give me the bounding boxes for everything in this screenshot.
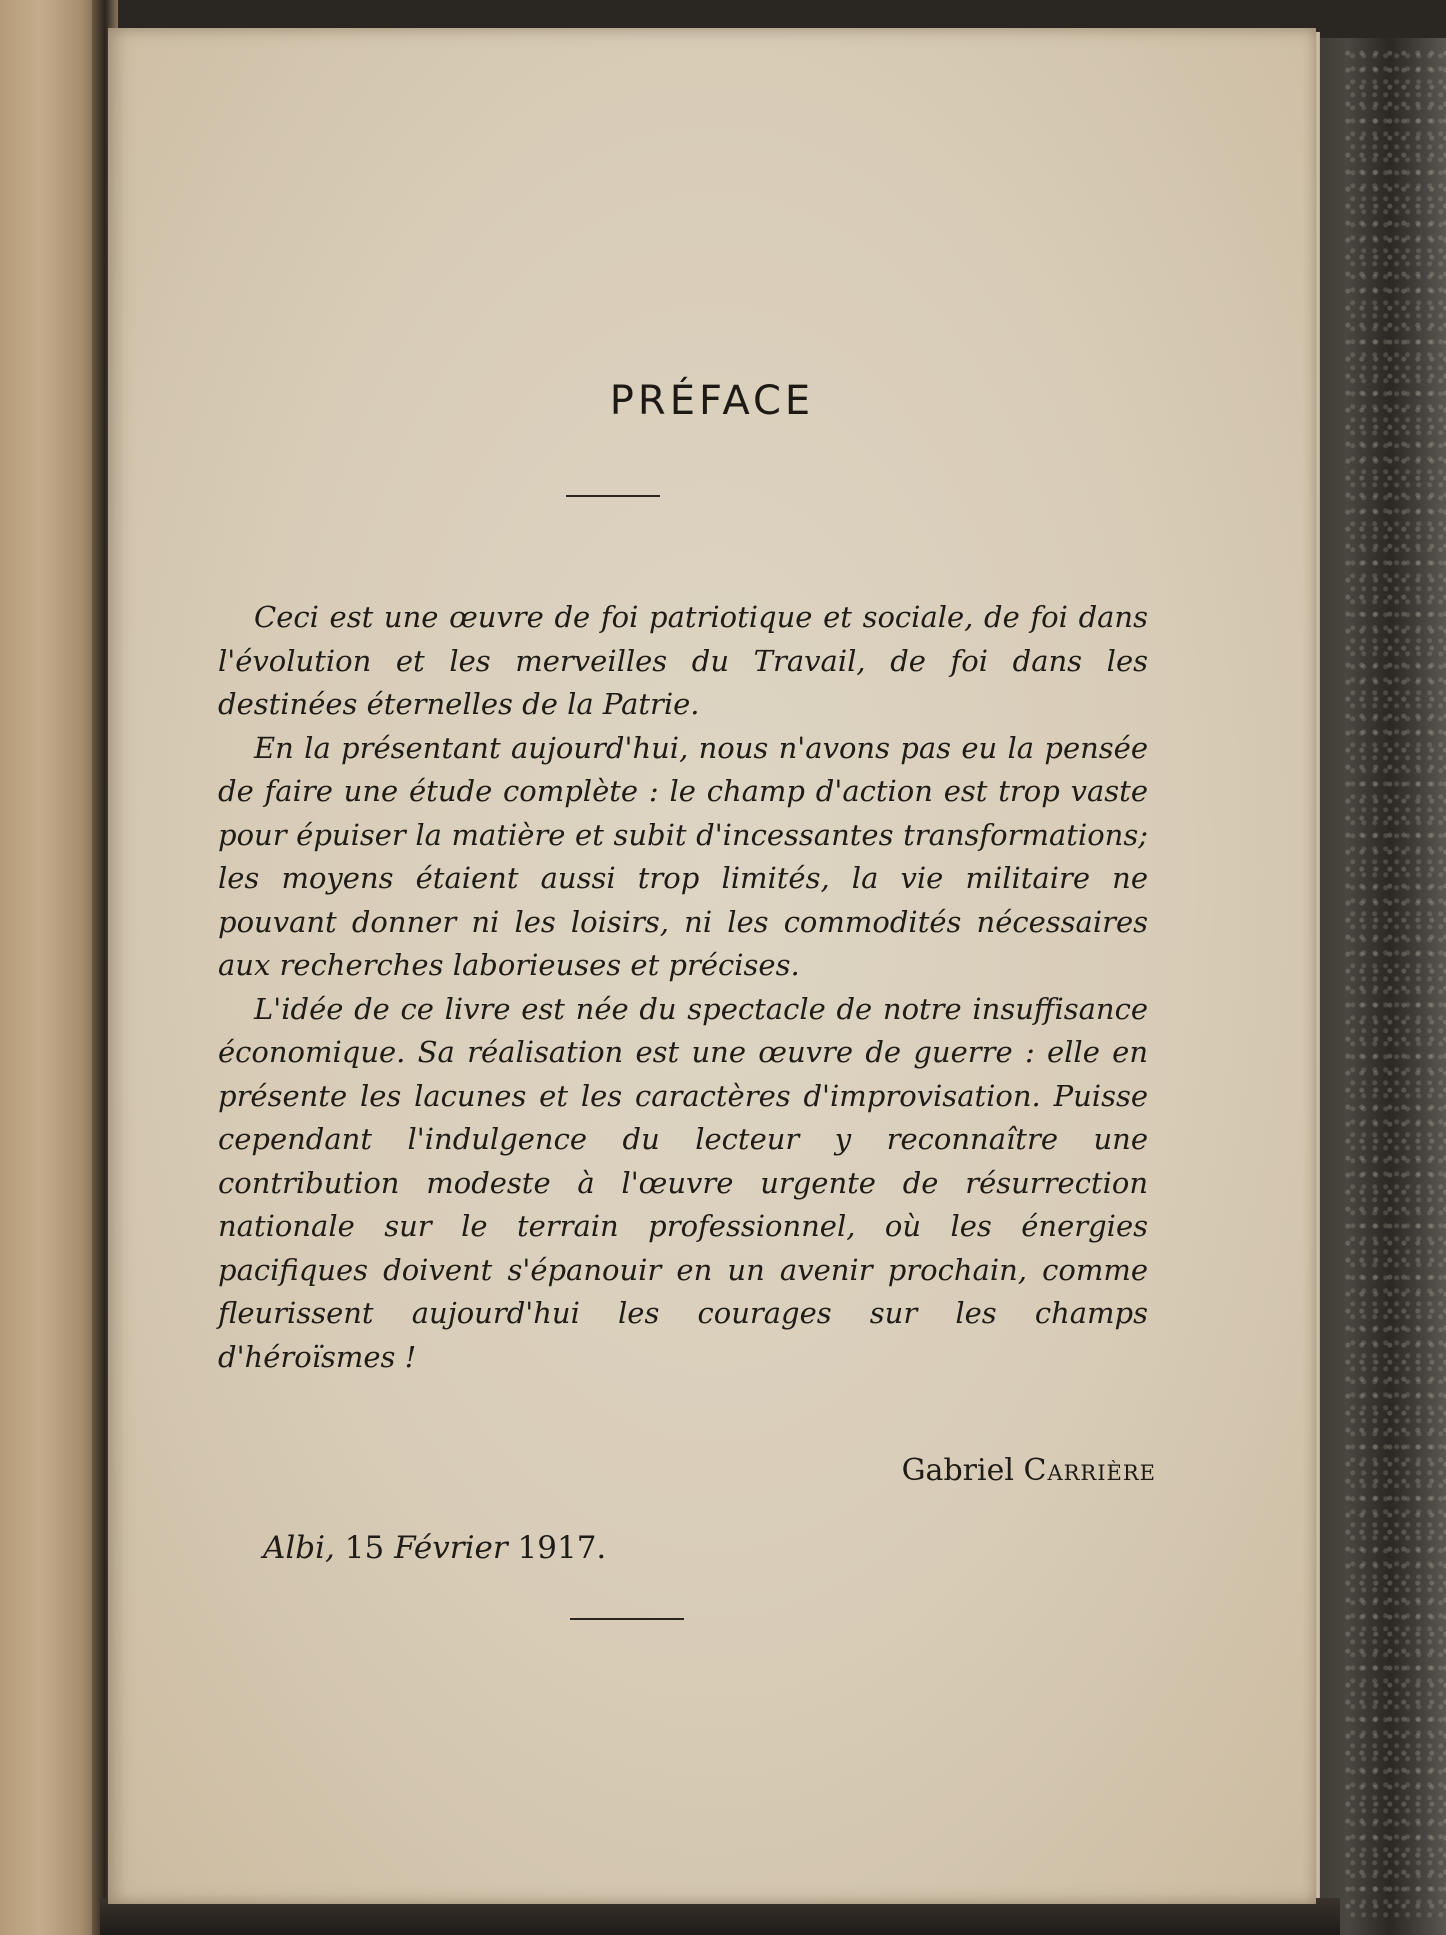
- signature: [902, 1453, 1156, 1488]
- dateline-year: 1917.: [517, 1530, 607, 1566]
- closing-divider: [570, 1618, 684, 1620]
- paragraph-2: En la présentant aujourd'hui, nous n'avons pas eu la pensée de faire une étude complète : le champ d'action est trop vaste pour épuiser la matière et subit d'incessantes transformations; les moyens étaient aussi trop limités, la vie militaire ne pouvant donner ni les loisirs, ni les commodités nécessaires aux recherches laborieuses et précises.: [218, 730, 1148, 982]
- page-title: PRÉFACE: [609, 378, 815, 424]
- dateline: [263, 1530, 606, 1566]
- paragraph-3: L'idée de ce livre est née du spectacle de notre insuffisance économique. Sa réalisation est une œuvre de guerre : elle en présente les lacunes et les caractères d'improvisation. Puisse cependant l'indulgence du lecteur y reconnaître une contribution modeste à l'œuvre urgente de résurrection nationale sur le terrain professionnel, où les énergies pacifiques doivent s'épanouir en un avenir prochain, comme fleurissent aujourd'hui les courages sur les champs d'héroïsmes !: [218, 991, 1148, 1374]
- signature-first-name: Gabriel: [901, 1453, 1014, 1488]
- signature-surname: Carrière: [1023, 1453, 1156, 1488]
- book-page: [108, 28, 1316, 1904]
- dateline-day: 15: [344, 1530, 385, 1566]
- left-page-edge: [0, 0, 100, 1935]
- dateline-place: Albi,: [263, 1530, 335, 1566]
- paragraph-1: Ceci est une œuvre de foi patriotique et sociale, de foi dans l'évolution et les merveilles du Travail, de foi dans les destinées éternelles de la Patrie.: [218, 600, 1148, 721]
- cover-texture: [1345, 48, 1446, 1918]
- dateline-month: Février: [394, 1530, 508, 1566]
- title-divider: [566, 495, 660, 497]
- preface-body: [218, 596, 1148, 1379]
